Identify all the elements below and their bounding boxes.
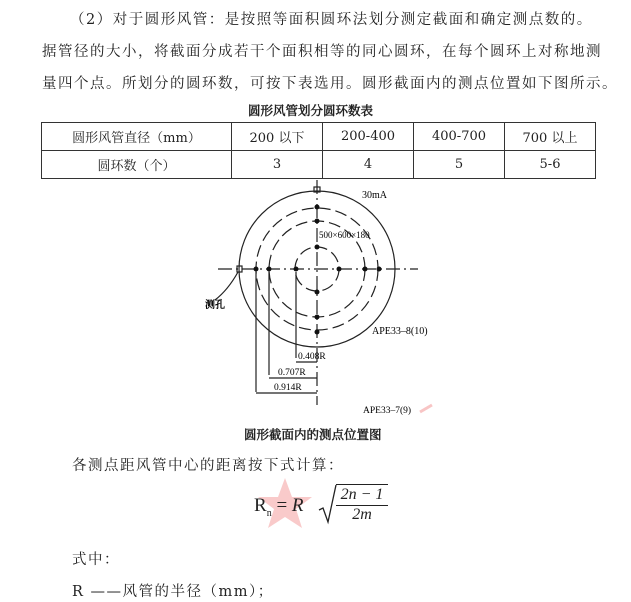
table-cell: 700 以上 — [505, 123, 596, 151]
table-cell: 5-6 — [505, 151, 596, 179]
where-label: 式中： — [72, 552, 120, 568]
paragraph-line-3: 量四个点。所划分的圆环数，可按下表选用。圆形截面内的测点位置如下图所示。 — [42, 76, 618, 92]
label-size: 500×600×180 — [319, 230, 370, 240]
formula-numerator: 2n − 1 — [336, 485, 388, 506]
table-cell: 5 — [414, 151, 505, 179]
formula-lhs: R — [254, 495, 267, 516]
dim-0707: 0.707R — [278, 368, 306, 378]
label-ref1: APE33–8(10) — [372, 326, 428, 337]
formula-subscript: n — [266, 507, 272, 519]
hole-leader — [215, 272, 238, 300]
paragraph-line-2: 据管径的大小，将截面分成若干个面积相等的同心圆环，在每个圆环上对称地测 — [42, 44, 602, 60]
table-caption: 圆形风管划分圆环数表 — [248, 103, 374, 118]
table-cell: 圆环数（个） — [42, 151, 232, 179]
table-cell: 200-400 — [323, 123, 414, 151]
formula-denominator: 2m — [352, 506, 372, 523]
paragraph-line-1: （2）对于圆形风管：是按照等面积圆环法划分测定截面和确定测点数的。 — [70, 12, 593, 28]
table-cell: 4 — [323, 151, 414, 179]
sqrt-icon — [318, 484, 338, 526]
label-ref2: APE33–7(9) — [363, 406, 412, 416]
figure-caption: 圆形截面内的测点位置图 — [244, 427, 382, 442]
table-cell: 圆形风管直径（mm） — [42, 123, 232, 151]
table-cell: 200 以下 — [232, 123, 323, 151]
definition-r: R ——风管的半径（mm）； — [72, 584, 274, 600]
table-cell: 400-700 — [414, 123, 505, 151]
dim-0408: 0.408R — [298, 352, 326, 362]
label-hole: 测孔 — [205, 300, 225, 311]
table-cell: 3 — [232, 151, 323, 179]
dim-0914: 0.914R — [274, 383, 302, 393]
formula-rhs: R — [291, 495, 304, 516]
label-top: 30mA — [362, 190, 387, 201]
distance-formula: $R_n = R$ $\frac{2n - 1}{2m}$ — [250, 482, 390, 532]
formula-intro: 各测点距风管中心的距离按下式计算： — [72, 458, 344, 474]
